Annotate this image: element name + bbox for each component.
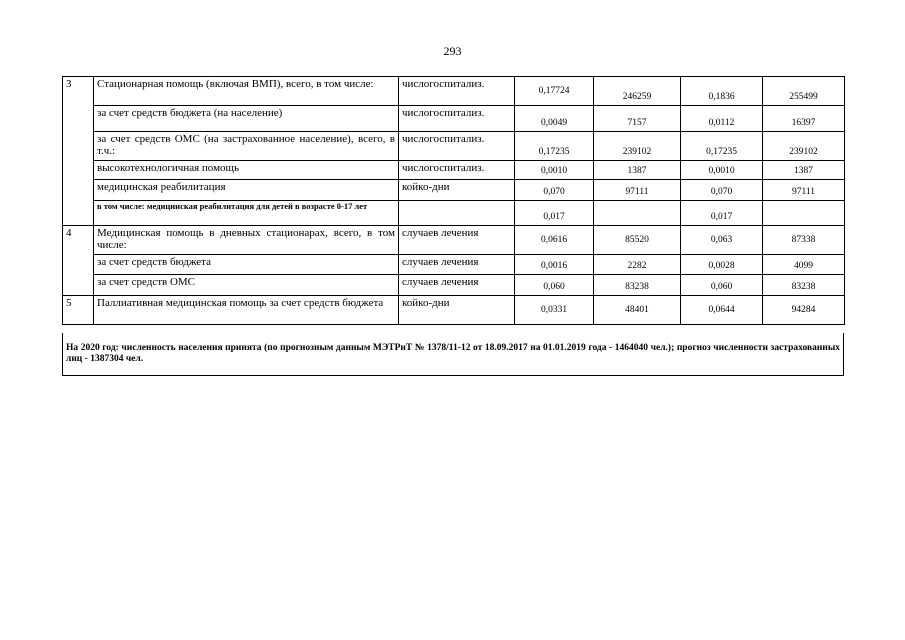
row-value-2: 246259: [594, 77, 681, 106]
row-value-1: 0,17235: [515, 132, 594, 161]
volume-table: [62, 76, 845, 325]
row-value-4: 83238: [763, 275, 845, 296]
row-value-3: 0,017: [681, 201, 763, 226]
row-value-4: [763, 201, 845, 226]
row-value-2: 85520: [594, 226, 681, 255]
table-row: [63, 77, 845, 106]
table-row: [63, 255, 845, 275]
table-row: [63, 180, 845, 201]
row-value-2: 1387: [594, 161, 681, 180]
row-value-3: 0,17235: [681, 132, 763, 161]
row-index: [63, 161, 94, 180]
row-value-4: 97111: [763, 180, 845, 201]
row-index: 5: [63, 296, 94, 325]
row-value-1: 0,0016: [515, 255, 594, 275]
row-name: высокотехнологичная помощь: [94, 161, 399, 180]
row-unit: койко-дни: [399, 296, 515, 325]
row-name: за счет средств бюджета: [94, 255, 399, 275]
row-value-4: 94284: [763, 296, 845, 325]
table-row: [63, 132, 845, 161]
table-row: [63, 106, 845, 132]
row-value-3: 0,063: [681, 226, 763, 255]
row-value-1: 0,017: [515, 201, 594, 226]
row-value-1: 0,0331: [515, 296, 594, 325]
row-value-4: 16397: [763, 106, 845, 132]
row-index: [63, 180, 94, 201]
row-name: за счет средств ОМС: [94, 275, 399, 296]
row-index: [63, 106, 94, 132]
row-unit: числогоспитализ.: [399, 106, 515, 132]
row-value-1: 0,0010: [515, 161, 594, 180]
row-unit: случаев лечения: [399, 275, 515, 296]
row-unit: койко-дни: [399, 180, 515, 201]
row-index: 3: [63, 77, 94, 106]
row-unit: случаев лечения: [399, 226, 515, 255]
row-unit: числогоспитализ.: [399, 77, 515, 106]
population-note: На 2020 год: численность населения принята (по прогнозным данным МЭТРиТ № 1378/11-12 от 18.09.2017 на 01.01.2019 года - 1464040 чел.); прогноз численности застрахованных лиц - 1387304 чел.: [62, 333, 844, 376]
table-row: [63, 161, 845, 180]
row-value-2: 7157: [594, 106, 681, 132]
row-name: медицинская реабилитация: [94, 180, 399, 201]
row-value-3: 0,060: [681, 275, 763, 296]
row-index: [63, 255, 94, 275]
row-value-3: 0,1836: [681, 77, 763, 106]
row-name: Паллиативная медицинская помощь за счет средств бюджета: [94, 296, 399, 325]
row-value-2: 48401: [594, 296, 681, 325]
row-value-1: 0,0616: [515, 226, 594, 255]
row-name: Медицинская помощь в дневных стационарах, всего, в том числе:: [94, 226, 399, 255]
row-value-4: 1387: [763, 161, 845, 180]
row-value-4: 239102: [763, 132, 845, 161]
row-index: [63, 201, 94, 226]
table-row: [63, 296, 845, 325]
row-unit: [399, 201, 515, 226]
table-row: [63, 201, 845, 226]
row-index: 4: [63, 226, 94, 255]
row-value-1: 0,060: [515, 275, 594, 296]
row-unit: числогоспитализ.: [399, 161, 515, 180]
row-value-3: 0,0644: [681, 296, 763, 325]
row-unit: случаев лечения: [399, 255, 515, 275]
row-index: [63, 132, 94, 161]
row-value-4: 87338: [763, 226, 845, 255]
table-row: [63, 226, 845, 255]
row-name: в том числе: медицинская реабилитация для детей в возрасте 0-17 лет: [94, 201, 399, 226]
row-value-1: 0,17724: [515, 77, 594, 106]
row-unit: числогоспитализ.: [399, 132, 515, 161]
row-name: за счет средств бюджета (на население): [94, 106, 399, 132]
row-value-3: 0,0028: [681, 255, 763, 275]
row-value-1: 0,0049: [515, 106, 594, 132]
row-value-2: 2282: [594, 255, 681, 275]
row-value-2: 239102: [594, 132, 681, 161]
row-value-1: 0,070: [515, 180, 594, 201]
row-value-3: 0,070: [681, 180, 763, 201]
row-value-2: 97111: [594, 180, 681, 201]
page-number: 293: [443, 44, 462, 58]
row-value-2: [594, 201, 681, 226]
row-value-3: 0,0112: [681, 106, 763, 132]
row-name: Стационарная помощь (включая ВМП), всего, в том числе:: [94, 77, 399, 106]
table-row: [63, 275, 845, 296]
row-value-4: 4099: [763, 255, 845, 275]
row-value-4: 255499: [763, 77, 845, 106]
row-value-3: 0,0010: [681, 161, 763, 180]
row-index: [63, 275, 94, 296]
row-name: за счет средств ОМС (на застрахованное население), всего, в т.ч.:: [94, 132, 399, 161]
row-value-2: 83238: [594, 275, 681, 296]
